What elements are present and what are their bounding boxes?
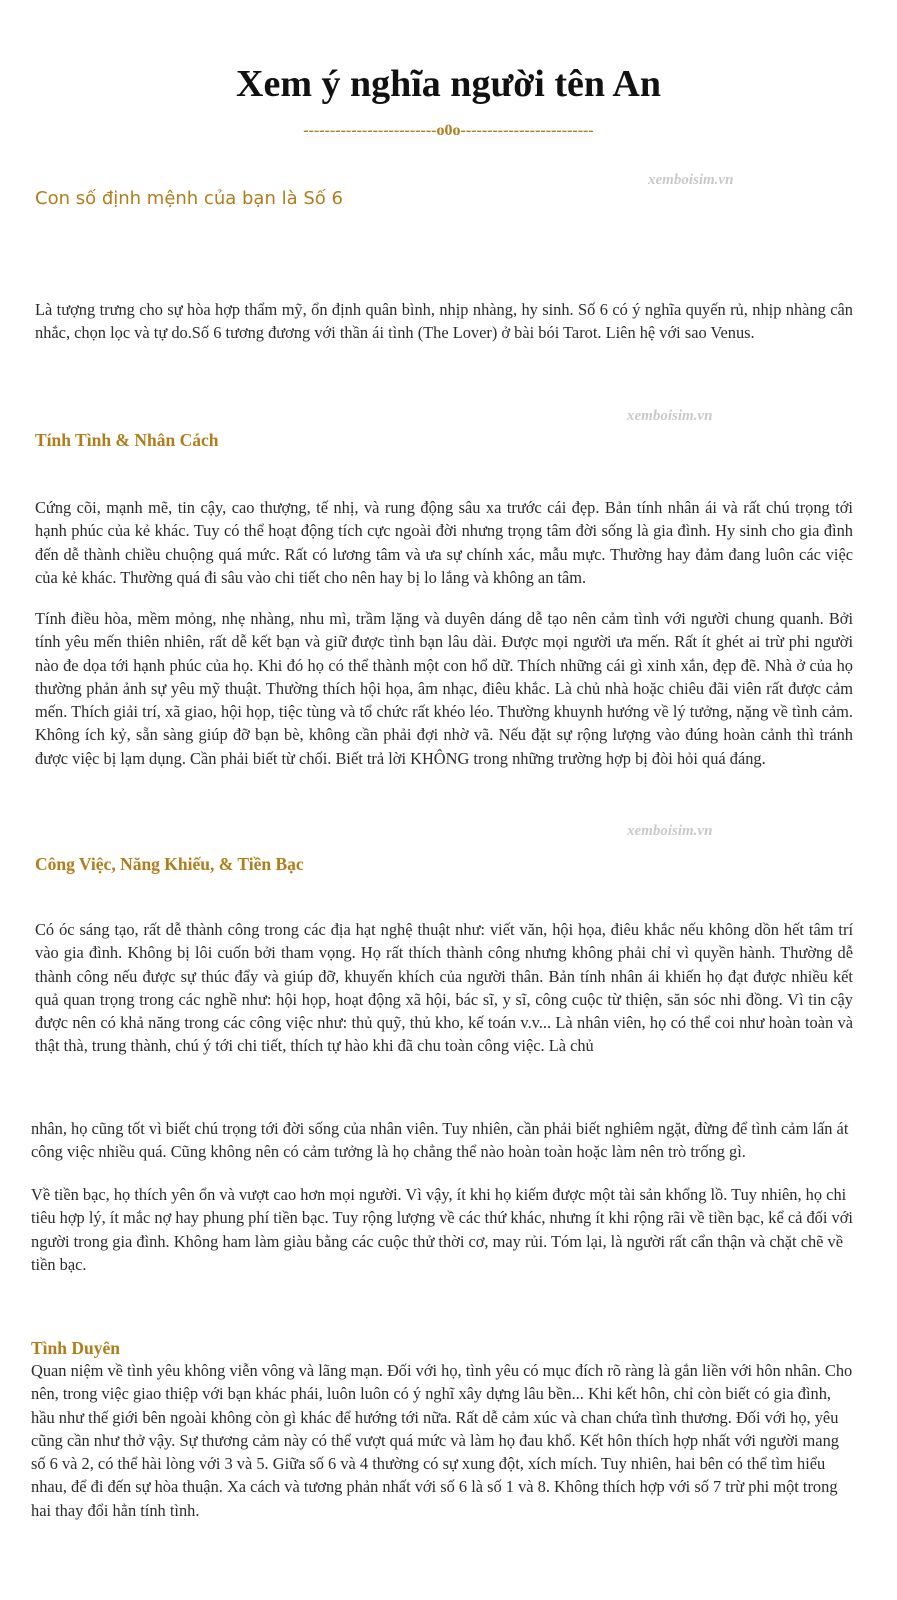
personality-paragraph-2: Tính điều hòa, mềm mỏng, nhẹ nhàng, nhu mì, trầm lặng và duyên dáng dễ tạo nên cảm tình với người chung quanh. Bởi tính yêu mến thiên nhiên, rất dễ kết bạn và giữ được tình bạn lâu dài. Được mọi người ưa mến. Rất ít ghét ai trừ phi người nào đe dọa tới hạnh phúc của họ. Khi đó họ có thể thành một con hổ dữ. Thích những cái gì xinh xắn, đẹp đẽ. Nhà ở của họ thường phản ảnh sự yêu mỹ thuật. Thường thích hội họa, âm nhạc, điêu khắc. Là chủ nhà hoặc chiêu đãi viên rất được cảm mến. Thích giải trí, xã giao, hội họp, tiệc tùng và tổ chức rất khéo léo. Thường khuynh hướng về lý tưởng, nặng về tình cảm. Không ích kỷ, sẵn sàng giúp đỡ bạn bè, không cần phải đợi nhờ vã. Nếu đặt sự rộng lượng vào đúng hoàn cảnh thì tránh được việc bị lạm dụng. Cần phải biết từ chối. Biết trả lời KHÔNG trong những trường hợp bị đòi hỏi quá đáng. — [35, 609, 853, 768]
watermark: xemboisim.vn — [648, 172, 734, 188]
watermark: xemboisim.vn — [627, 408, 713, 424]
title-divider: -------------------------o0o------------------------- — [303, 122, 594, 139]
watermark: xemboisim.vn — [627, 823, 713, 839]
career-paragraph-1-continued: nhân, họ cũng tốt vì biết chú trọng tới đời sống của nhân viên. Tuy nhiên, cần phải biết nghiêm ngặt, đừng để tình cảm lấn át công việc nhiều quá. Cũng không nên có cảm tưởng là họ chẳng thể nào hoàn toàn hoặc làm nên trò trống gì. — [31, 1119, 849, 1162]
career-paragraph-1: Có óc sáng tạo, rất dễ thành công trong các địa hạt nghệ thuật như: viết văn, hội họa, điêu khắc nếu không dồn hết tâm trí vào gia đình. Không bị lôi cuốn bởi tham vọng. Họ rất thích thành công nhưng không phải chỉ vì quyền hành. Thường dễ thành công nếu được sự thúc đẩy và giúp đỡ, khuyến khích của người thân. Bản tính nhân ái khiến họ đạt được nhiều kết quả quan trọng trong các nghề như: hội họp, hoạt động xã hội, bác sĩ, y sĩ, công cuộc từ thiện, săn sóc nhi đồng. Vì tin cậy được nên có khả năng trong các công việc như: thủ quỹ, thủ kho, kế toán v.v... Là nhân viên, họ có thể coi như hoàn toàn và thật thà, trung thành, chú ý tới chi tiết, thích tự hào khi đã chu toàn công việc. Là chủ — [35, 920, 853, 1056]
destiny-number-heading: Con số định mệnh của bạn là Số 6 — [35, 188, 343, 209]
love-heading: Tình Duyên — [31, 1338, 120, 1358]
personality-heading: Tính Tình & Nhân Cách — [35, 430, 219, 450]
page-title: Xem ý nghĩa người tên An — [236, 63, 661, 105]
personality-paragraph-1: Cứng cõi, mạnh mẽ, tin cậy, cao thượng, tế nhị, và rung động sâu xa trước cái đẹp. Bản tính nhân ái và rất chú trọng tới hạnh phúc của kẻ khác. Tuy có thể hoạt động tích cực ngoài đời nhưng trọng tâm đời sống là gia đình. Hy sinh cho gia đình đến dễ thành chiều chuộng quá mức. Rất có lương tâm và ưa sự chính xác, mẫu mực. Thường hay đảm đang luôn các việc của kẻ khác. Thường quá đi sâu vào chi tiết cho nên hay bị lo lắng và không an tâm. — [35, 498, 853, 587]
money-paragraph: Về tiền bạc, họ thích yên ổn và vượt cao hơn mọi người. Vì vậy, ít khi họ kiếm được một tài sản khổng lồ. Tuy nhiên, họ chi tiêu hợp lý, ít mắc nợ hay phung phí tiền bạc. Tuy rộng lượng về các thứ khác, nhưng ít khi rộng rãi về tiền bạc, kể cả đối với người trong gia đình. Không ham làm giàu bằng các cuộc thử thời cơ, may rủi. Tóm lại, là người rất cẩn thận và chặt chẽ về tiền bạc. — [31, 1185, 853, 1274]
career-heading: Công Việc, Năng Khiếu, & Tiền Bạc — [35, 854, 304, 874]
intro-paragraph: Là tượng trưng cho sự hòa hợp thẩm mỹ, ổn định quân bình, nhịp nhàng, hy sinh. Số 6 có ý nghĩa quyến rủ, nhịp nhàng cân nhắc, chọn lọc và tự do.Số 6 tương đương với thần ái tình (The Lover) ở bài bói Tarot. Liên hệ với sao Venus. — [35, 300, 853, 343]
love-paragraph: Quan niệm về tình yêu không viễn vông và lãng mạn. Đối với họ, tình yêu có mục đích rõ ràng là gắn liền với hôn nhân. Cho nên, trong việc giao thiệp với bạn khác phái, luôn luôn có ý nghĩ xây dựng lâu bền... Khi kết hôn, chỉ còn biết có gia đình, hầu như thế giới bên ngoài không còn gì khác để hướng tới nữa. Rất dễ cảm xúc và chan chứa tình thương. Đối với họ, yêu cũng cần như thở vậy. Sự thương cảm này có thể vượt quá mức và làm họ đau khổ. Kết hôn thích hợp nhất với người mang số 6 và 2, có thể hài lòng với 3 và 5. Giữa số 6 và 4 thường có sự xung đột, xích mích. Tuy nhiên, hai bên có thể tìm hiểu nhau, để đi đến sự hòa thuận. Xa cách và tương phản nhất với số 6 là số 1 và 8. Không thích hợp với số 7 trừ phi một trong hai thay đổi hẳn tính tình. — [31, 1361, 853, 1520]
